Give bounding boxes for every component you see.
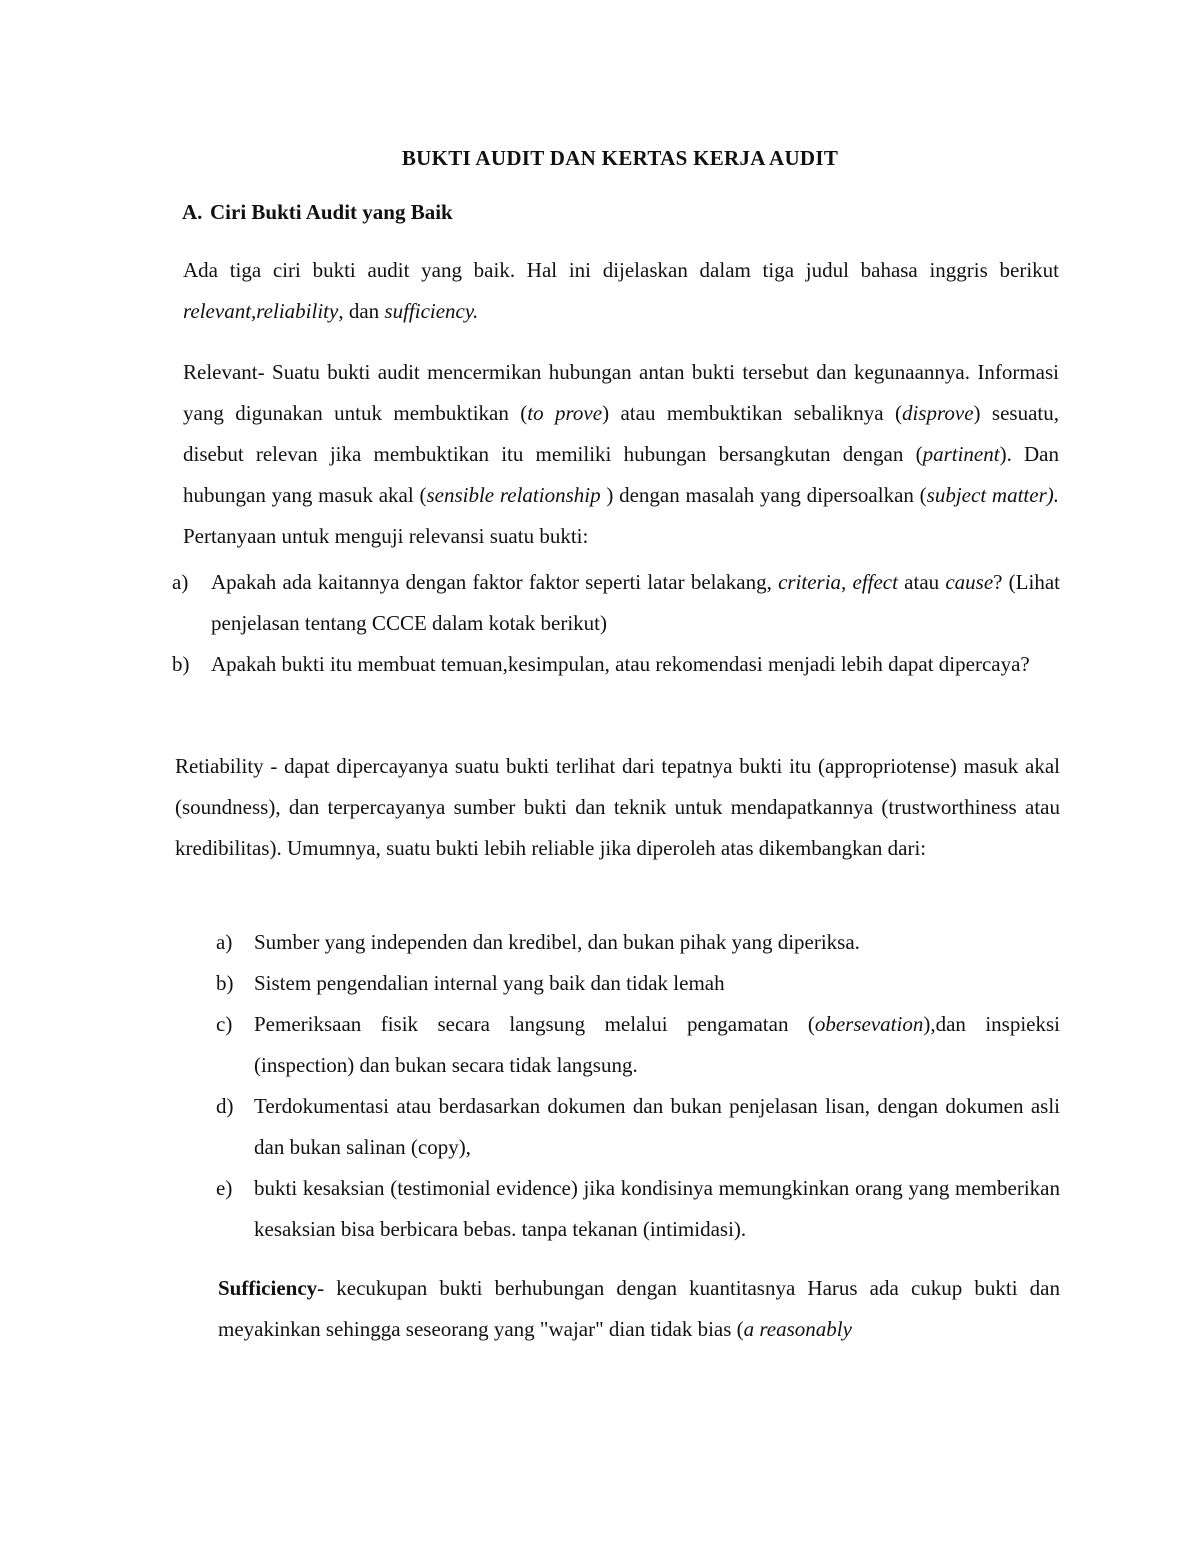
list-item — [216, 963, 1060, 1004]
list-item-italic: criteria, effect — [778, 570, 898, 594]
list-marker: a) — [216, 930, 233, 954]
relevant-text-1: Relevant- Suatu bukti audit mencermikan hubungan antan bukti tersebut dan kegunaannya. Informasi yang digunakan untuk membuktikan ( — [183, 360, 1059, 425]
list-item-text: ? (Lihat penjelasan tentang CCCE dalam kotak berikut) — [211, 570, 1060, 635]
list-item-text: Sumber yang independen dan kredibel, dan bukan pihak yang diperiksa. — [254, 930, 860, 954]
relevant-text-6: Pertanyaan untuk menguji relevansi suatu bukti: — [183, 524, 589, 548]
list-item-text: bukti kesaksian (testimonial evidence) jika kondisinya memungkinkan orang yang memberikan kesaksian bisa berbicara bebas. tanpa tekanan (intimidasi). — [254, 1176, 1060, 1241]
list-marker: a) — [172, 570, 189, 594]
relevant-text-3: ) sesuatu, disebut relevan jika membuktikan itu memiliki hubungan bersangkutan dengan ( — [183, 401, 1059, 466]
list-item — [216, 1004, 1060, 1086]
sufficiency-paragraph — [218, 1268, 1060, 1350]
list-item — [216, 1168, 1060, 1250]
sufficiency-term: Sufficiency — [218, 1276, 318, 1300]
list-item-text: Pemeriksaan fisik secara langsung melalui pengamatan ( — [254, 1012, 815, 1036]
relevant-italic-5: subject matter). — [926, 483, 1059, 507]
list-marker: e) — [216, 1176, 233, 1200]
list-marker: b) — [172, 652, 190, 676]
list-item-text: Apakah ada kaitannya dengan faktor faktor seperti latar belakang, — [211, 570, 779, 594]
list-item-text: ),dan inspieksi (inspection) dan bukan secara tidak langsung. — [254, 1012, 1060, 1077]
reliability-paragraph: Retiability - dapat dipercayanya suatu bukti terlihat dari tepatnya bukti itu (appropriotense) masuk akal (soundness), dan terpercayanya sumber bukti dan teknik untuk mendapatkannya (trustworthiness atau kredibilitas). Umumnya, suatu bukti lebih reliable jika diperoleh atas dikembangkan dari: — [175, 754, 1060, 860]
relevant-text-5: ) dengan masalah yang dipersoalkan ( — [600, 483, 927, 507]
intro-term-relevant-reliability: relevant,reliability — [183, 299, 339, 323]
intro-text-2: , dan — [338, 299, 385, 323]
list-marker: d) — [216, 1094, 234, 1118]
relevant-italic-4: sensible relationship — [426, 483, 601, 507]
sufficiency-text: - kecukupan bukti berhubungan dengan kuantitasnya Harus ada cukup bukti dan meyakinkan sehingga seseorang yang "wajar" dian tidak bias ( — [218, 1276, 1060, 1341]
section-heading-text: Ciri Bukti Audit yang Baik — [210, 200, 453, 224]
list-item — [216, 1086, 1060, 1168]
relevant-text-4: ). Dan hubungan yang masuk akal ( — [183, 442, 1059, 507]
sufficiency-italic: a reasonably — [743, 1317, 852, 1341]
section-letter: A. — [182, 200, 203, 224]
list-item — [172, 562, 1060, 644]
intro-term-sufficiency: sufficiency. — [384, 299, 479, 323]
list-item-italic: obersevation — [814, 1012, 924, 1036]
list-item — [172, 644, 1060, 685]
intro-paragraph — [183, 250, 1059, 332]
reliability-sources-list — [216, 922, 1060, 1250]
relevant-paragraph — [183, 352, 1059, 557]
list-item — [216, 922, 1060, 963]
list-item-text: atau — [897, 570, 946, 594]
list-item-text: Apakah bukti itu membuat temuan,kesimpulan, atau rekomendasi menjadi lebih dapat dipercaya? — [211, 652, 1030, 676]
relevance-questions-list — [172, 562, 1060, 685]
list-item-text: Terdokumentasi atau berdasarkan dokumen dan bukan penjelasan lisan, dengan dokumen asli dan bukan salinan (copy), — [254, 1094, 1060, 1159]
relevant-italic-1: to prove — [527, 401, 603, 425]
section-heading — [182, 200, 453, 225]
list-item-text: Sistem pengendalian internal yang baik dan tidak lemah — [254, 971, 725, 995]
intro-text-1: Ada tiga ciri bukti audit yang baik. Hal ini dijelaskan dalam tiga judul bahasa inggris berikut — [183, 258, 1059, 282]
relevant-text-2: ) atau membuktikan sebaliknya ( — [602, 401, 902, 425]
list-marker: c) — [216, 1012, 233, 1036]
document-title: BUKTI AUDIT DAN KERTAS KERJA AUDIT — [401, 146, 839, 170]
relevant-italic-3: partinent — [922, 442, 1000, 466]
relevant-italic-2: disprove — [901, 401, 974, 425]
list-item-italic: cause — [945, 570, 994, 594]
list-marker: b) — [216, 971, 234, 995]
